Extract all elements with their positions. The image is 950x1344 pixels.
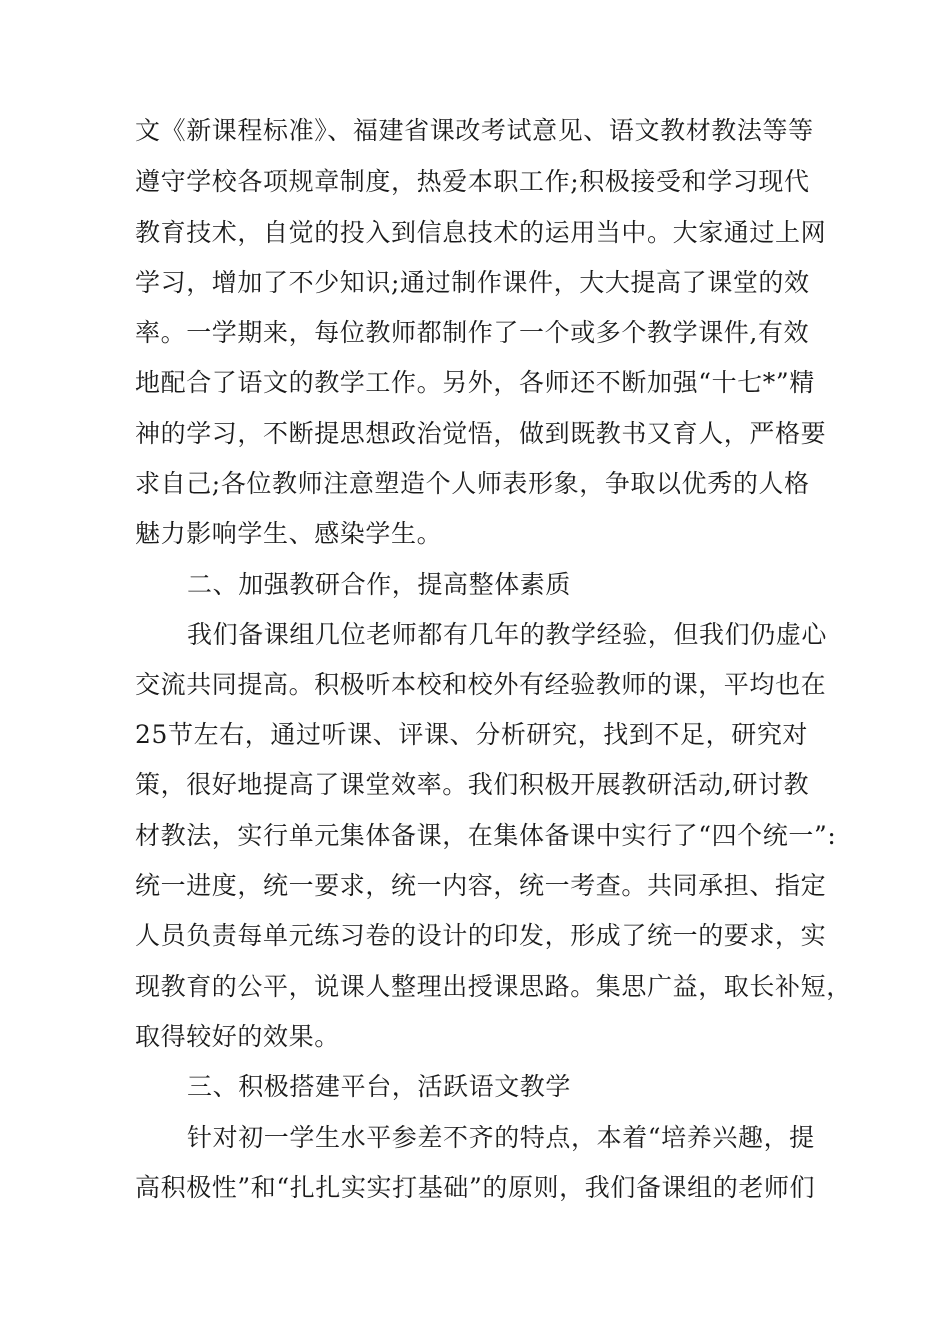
text-line: 魅力影响学生、感染学生。 [135,519,443,548]
text-line: 神的学习，不断提思想政治觉悟，做到既教书又育人，严格要 [135,419,827,448]
text-line: 地配合了语文的教学工作。另外，各师还不断加强“十七*”精 [135,368,815,397]
text-line: 策，很好地提高了课堂效率。我们积极开展教研活动,研讨教 [135,770,810,799]
text-line: 文《新课程标准》、福建省课改考试意见、语文教材教法等等 [135,116,814,145]
text-line: 材教法，实行单元集体备课，在集体备课中实行了“四个统一”: [135,821,837,850]
section-heading: 三、积极搭建平台，活跃语文教学 [187,1072,572,1101]
text-line: 教育技术，自觉的投入到信息技术的运用当中。大家通过上网 [135,218,827,247]
section-heading: 二、加强教研合作，提高整体素质 [187,570,572,599]
text-line: 学习，增加了不少知识;通过制作课件，大大提高了课堂的效 [135,268,810,297]
paragraph-first-line: 针对初一学生水平参差不齐的特点，本着“培养兴趣，提 [187,1123,815,1152]
text-line: 25节左右，通过听课、评课、分析研究，找到不足，研究对 [135,720,809,749]
text-line: 人员负责每单元练习卷的设计的印发，形成了统一的要求，实 [135,921,827,950]
text-line: 求自己;各位教师注意塑造个人师表形象，争取以优秀的人格 [135,469,810,498]
text-line: 高积极性”和“扎扎实实打基础”的原则，我们备课组的老师们 [135,1173,816,1202]
text-line: 统一进度，统一要求，统一内容，统一考查。共同承担、指定 [135,871,827,900]
text-line: 取得较好的效果。 [135,1022,340,1051]
text-line: 率。一学期来，每位教师都制作了一个或多个教学课件,有效 [135,318,810,347]
paragraph-first-line: 我们备课组几位老师都有几年的教学经验，但我们仍虚心 [187,620,828,649]
text-line: 交流共同提高。积极听本校和校外有经验教师的课，平均也在 [135,670,827,699]
text-line: 现教育的公平，说课人整理出授课思路。集思广益，取长补短， [135,972,852,1001]
text-line: 遵守学校各项规章制度，热爱本职工作;积极接受和学习现代 [135,167,810,196]
